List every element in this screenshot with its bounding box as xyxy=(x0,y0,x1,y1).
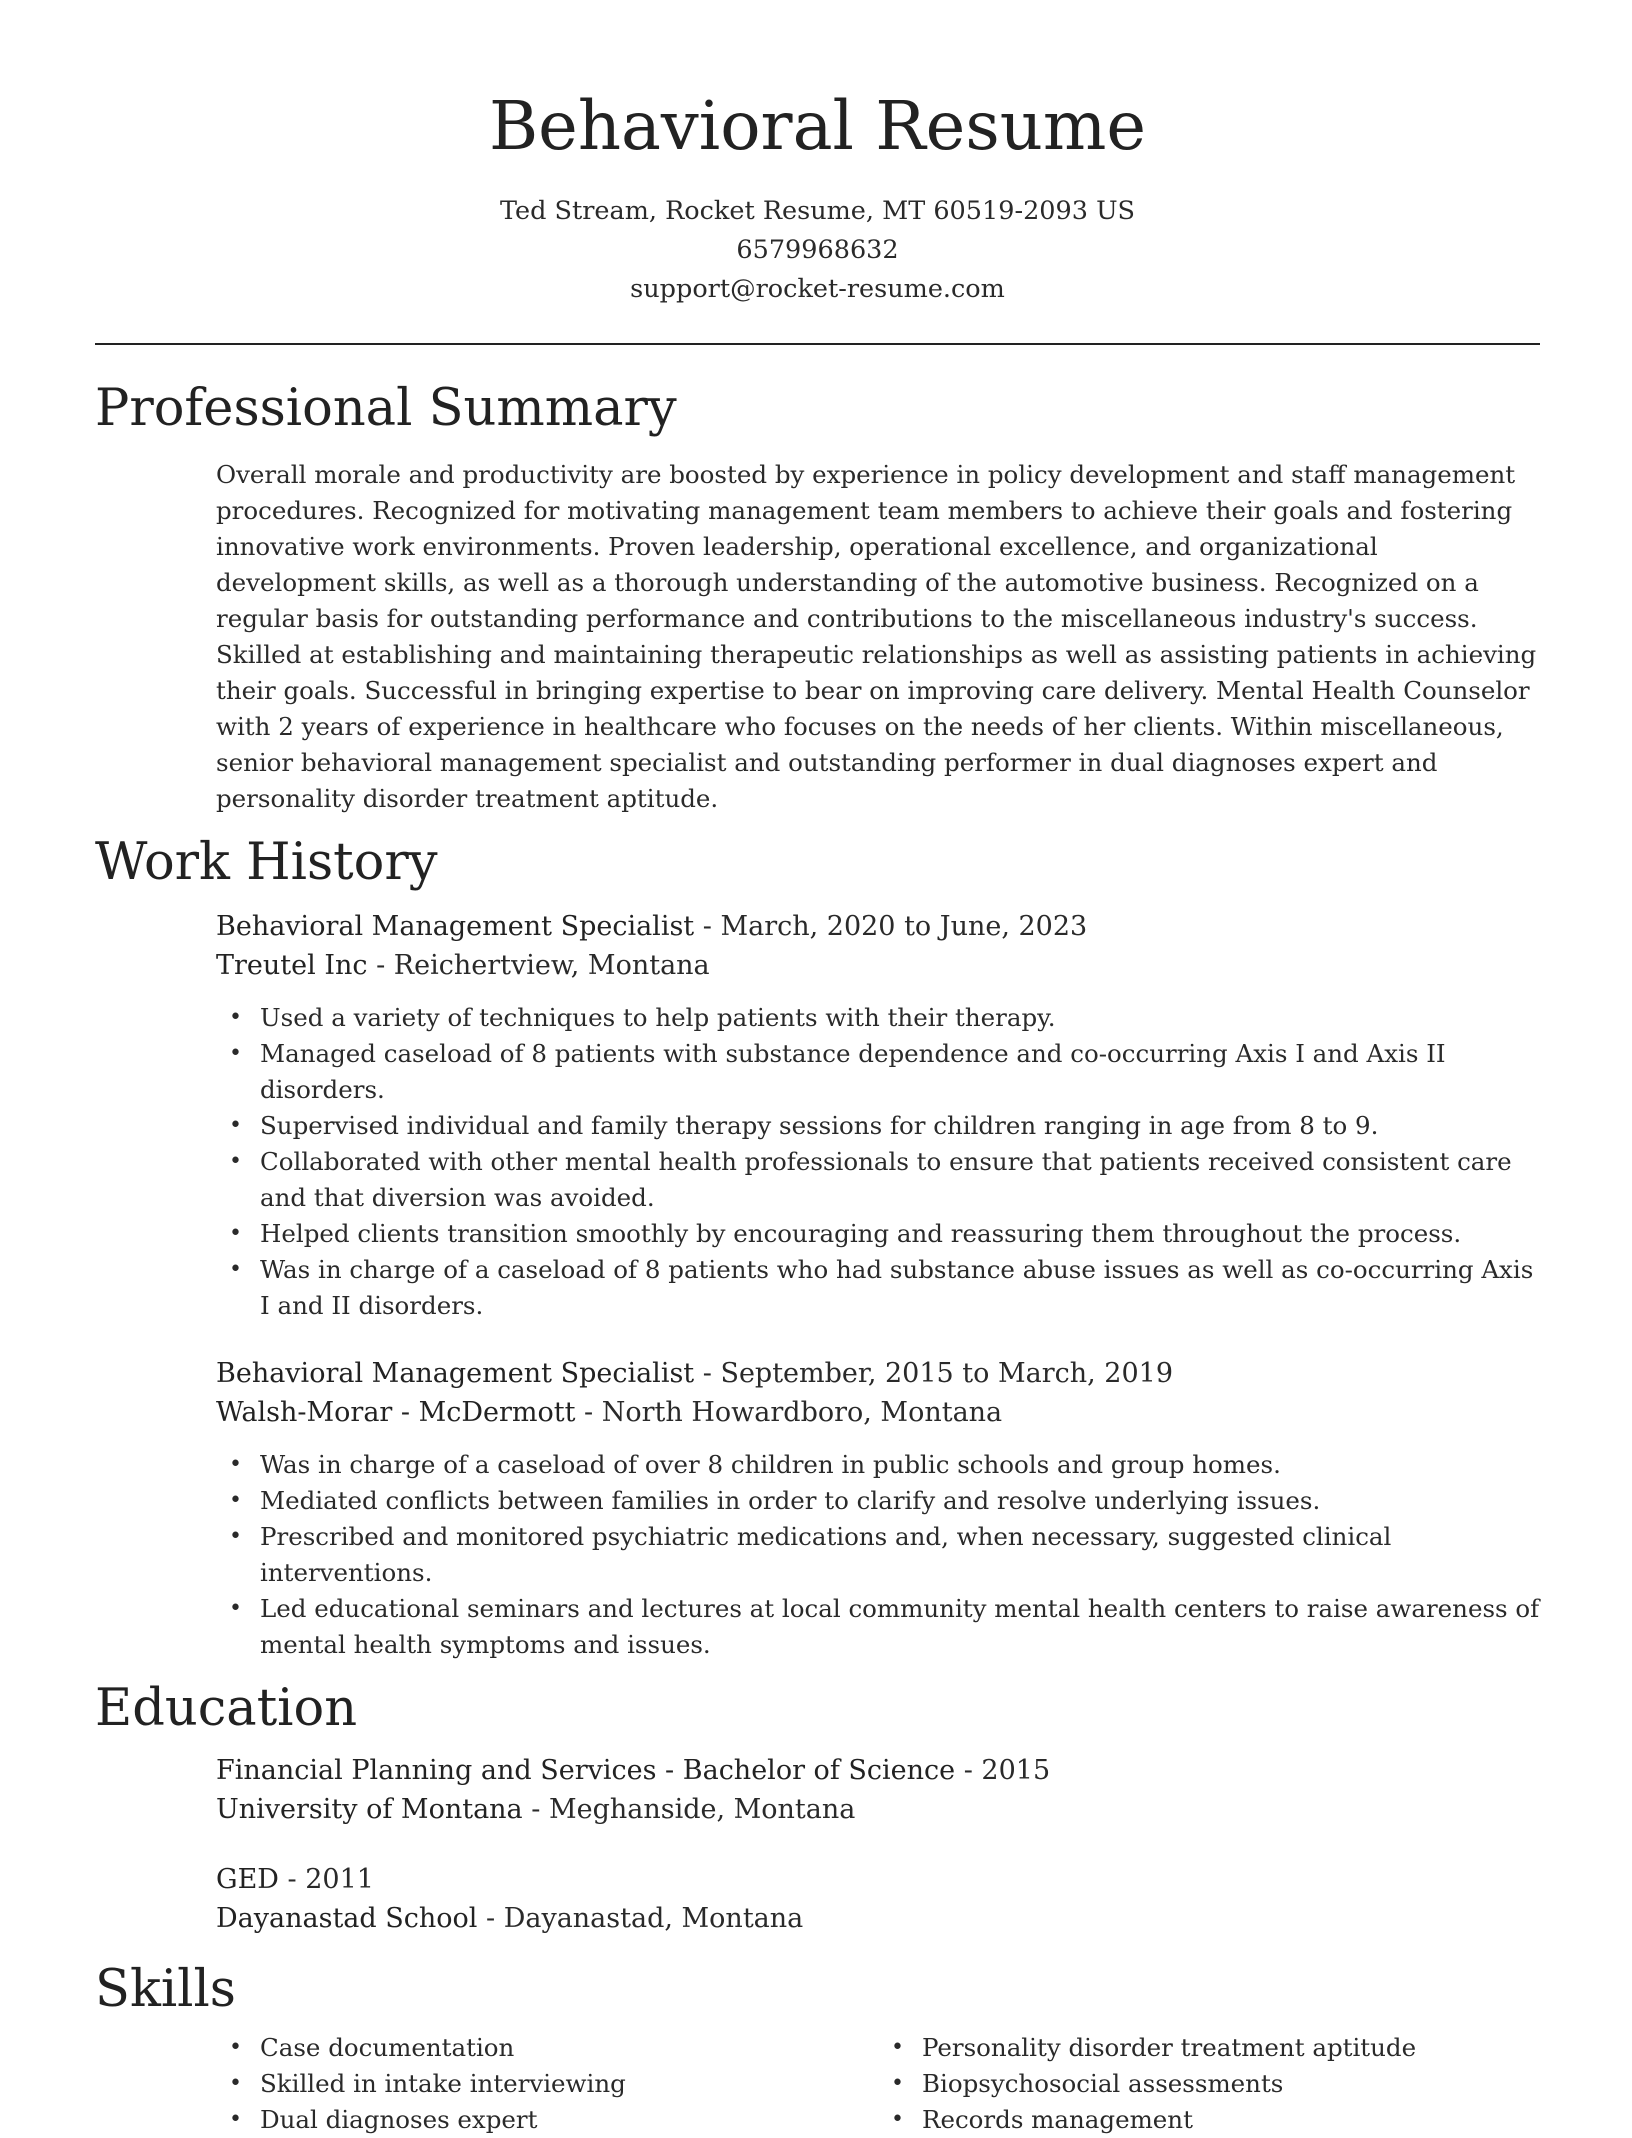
school-line xyxy=(216,1899,1540,1938)
phone: 6579968632 xyxy=(736,235,899,265)
job-bullet: • Managed caseload of 8 patients with substance dependence and co-occurring Axis I and Axis II disorders. xyxy=(260,1036,1540,1108)
address: Ted Stream, Rocket Resume, MT 60519-2093 US xyxy=(499,196,1136,226)
education-entry xyxy=(216,1860,1540,1938)
skill-item: • Personality disorder treatment aptitude xyxy=(922,2030,1540,2066)
degree: Financial Planning and Services - Bachelor of Science xyxy=(216,1755,956,1786)
job-bullet: • Collaborated with other mental health professionals to ensure that patients received consistent care and that diversion was avoided. xyxy=(260,1144,1540,1216)
job-bullet: • Supervised individual and family therapy sessions for children ranging in age from 8 to 9. xyxy=(260,1108,1540,1144)
job-bullet: • Led educational seminars and lectures at local community mental health centers to raise awareness of mental health symptoms and issues. xyxy=(260,1591,1540,1663)
degree-year: - 2011 xyxy=(278,1864,374,1895)
job-bullets xyxy=(216,1000,1540,1324)
job-entry xyxy=(216,907,1540,1324)
skill-item: • Records management xyxy=(922,2102,1540,2138)
degree-line xyxy=(216,1751,1540,1790)
job-bullets xyxy=(216,1447,1540,1663)
skill-item: • Dual diagnoses expert xyxy=(260,2102,878,2138)
job-dates: - March, 2020 to June, 2023 xyxy=(694,911,1088,942)
email: support@rocket-resume.com xyxy=(630,274,1005,304)
job-company-line xyxy=(216,946,1540,985)
job-location: - North Howardboro, Montana xyxy=(575,1397,1003,1428)
job-bullet: • Mediated conflicts between families in order to clarify and resolve underlying issues. xyxy=(260,1483,1540,1519)
skill-item: • Case documentation xyxy=(260,2030,878,2066)
job-bullet: • Was in charge of a caseload of 8 patients who had substance abuse issues as well as co-occurring Axis I and II disorders. xyxy=(260,1252,1540,1324)
job-bullet: • Used a variety of techniques to help patients with their therapy. xyxy=(260,1000,1540,1036)
school-location: - Meghanside, Montana xyxy=(522,1794,856,1825)
school-line xyxy=(216,1790,1540,1829)
job-location: - Reichertview, Montana xyxy=(367,950,710,981)
job-bullet: • Helped clients transition smoothly by encouraging and reassuring them throughout the process. xyxy=(260,1216,1540,1252)
education-body xyxy=(216,1751,1540,1938)
job-title-line xyxy=(216,1354,1540,1393)
job-title: Behavioral Management Specialist xyxy=(216,1358,695,1389)
school: Dayanastad School xyxy=(216,1903,478,1934)
job-title: Behavioral Management Specialist xyxy=(216,911,695,942)
job-company: Treutel Inc xyxy=(216,950,368,981)
skill-item: • Skilled in intake interviewing xyxy=(260,2066,878,2102)
summary-text: Overall morale and productivity are boosted by experience in policy development and staff management procedures. Recognized for motivating management team members to achieve their goals and fostering innovative work environments. Proven leadership, operational excellence, and organizational development skills, as well as a thorough understanding of the automotive business. Recognized on a regular basis for outstanding performance and contributions to the miscellaneous industry's success. Skilled at establishing and maintaining therapeutic relationships as well as assisting patients in achieving their goals. Successful in bringing expertise to bear on improving care delivery. Mental Health Counselor with 2 years of experience in healthcare who focuses on the needs of her clients. Within miscellaneous, senior behavioral management specialist and outstanding performer in dual diagnoses expert and personality disorder treatment aptitude. xyxy=(216,460,1537,813)
skills-heading: Skills xyxy=(95,1960,236,2019)
education-heading: Education xyxy=(95,1679,358,1738)
degree-year: - 2015 xyxy=(955,1755,1051,1786)
summary-heading: Professional Summary xyxy=(95,379,677,438)
job-title-line xyxy=(216,907,1540,946)
header-divider xyxy=(95,343,1540,345)
work-history-body xyxy=(216,907,1540,1663)
contact-block xyxy=(95,192,1540,309)
job-dates: - September, 2015 to March, 2019 xyxy=(694,1358,1174,1389)
work-history-heading: Work History xyxy=(95,833,438,892)
job-entry xyxy=(216,1354,1540,1663)
skill-item: • Biopsychosocial assessments xyxy=(922,2066,1540,2102)
job-bullet: • Was in charge of a caseload of over 8 children in public schools and group homes. xyxy=(260,1447,1540,1483)
skills-column-right xyxy=(878,2030,1540,2138)
degree-line xyxy=(216,1860,1540,1899)
education-entry xyxy=(216,1751,1540,1829)
school-location: - Dayanastad, Montana xyxy=(477,1903,804,1934)
job-bullet: • Prescribed and monitored psychiatric medications and, when necessary, suggested clinical interventions. xyxy=(260,1519,1540,1591)
resume-page xyxy=(95,0,1540,2138)
job-company-line xyxy=(216,1393,1540,1432)
degree: GED xyxy=(216,1864,279,1895)
skills-column-left xyxy=(216,2030,878,2138)
school: University of Montana xyxy=(216,1794,523,1825)
resume-title: Behavioral Resume xyxy=(488,87,1147,165)
job-company: Walsh-Morar - McDermott xyxy=(216,1397,576,1428)
skills-list xyxy=(216,2030,1540,2138)
